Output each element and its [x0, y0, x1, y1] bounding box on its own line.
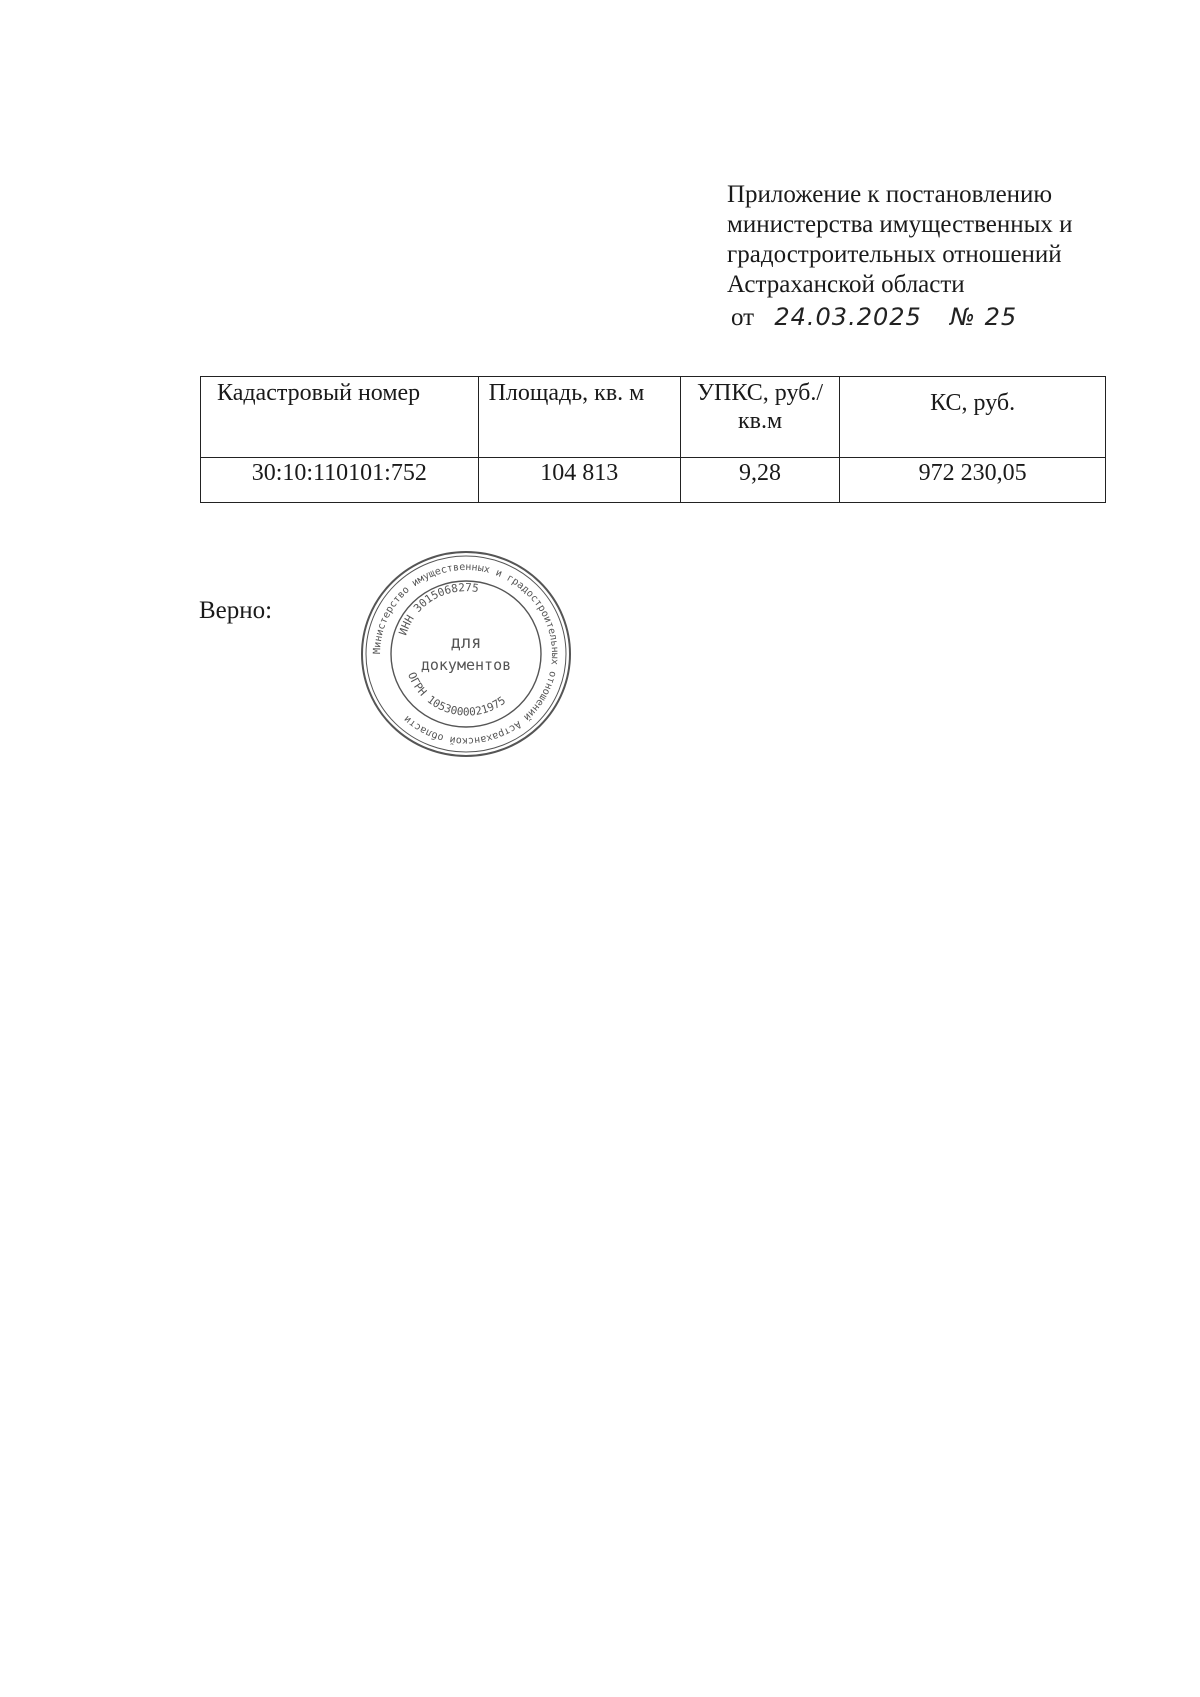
cell-upks: 9,28	[680, 458, 839, 503]
stamp-center-line-2: документов	[420, 656, 512, 674]
cell-cadastral-number: 30:10:110101:752	[201, 458, 479, 503]
header-area: Площадь, кв. м	[478, 377, 680, 458]
header-cadastral-number: Кадастровый номер	[201, 377, 479, 458]
cell-area: 104 813	[478, 458, 680, 503]
certification-label: Верно:	[199, 597, 273, 624]
appendix-line: градостроительных отношений	[727, 241, 1062, 268]
cadastral-value-table	[200, 376, 1106, 503]
official-stamp	[358, 548, 574, 760]
appendix-header	[727, 180, 1127, 333]
appendix-line: Астраханской области	[727, 271, 965, 298]
stamp-outer-text: Министерство имущественных и градостроительных отношений Астраханской области	[371, 561, 561, 747]
table-row	[201, 458, 1106, 503]
stamp-inn-text: ИНН 3015068275	[396, 581, 480, 637]
handwritten-date: 24.03.2025	[774, 303, 922, 331]
appendix-line: министерства имущественных и	[727, 211, 1073, 238]
stamp-ogrn-text: ОГРН 1053000021975	[405, 670, 509, 719]
stamp-center-line-1: для	[450, 633, 482, 653]
table-header-row	[201, 377, 1106, 458]
cell-cadastral-value: 972 230,05	[840, 458, 1106, 503]
stamp-inner-ring	[391, 581, 541, 727]
appendix-date-line	[727, 302, 1127, 333]
appendix-line: Приложение к постановлению	[727, 181, 1053, 208]
header-upks: УПКС, руб./кв.м	[680, 377, 839, 458]
date-prefix: от	[731, 304, 755, 331]
handwritten-number: № 25	[950, 303, 1018, 331]
header-cadastral-value: КС, руб.	[840, 377, 1106, 458]
